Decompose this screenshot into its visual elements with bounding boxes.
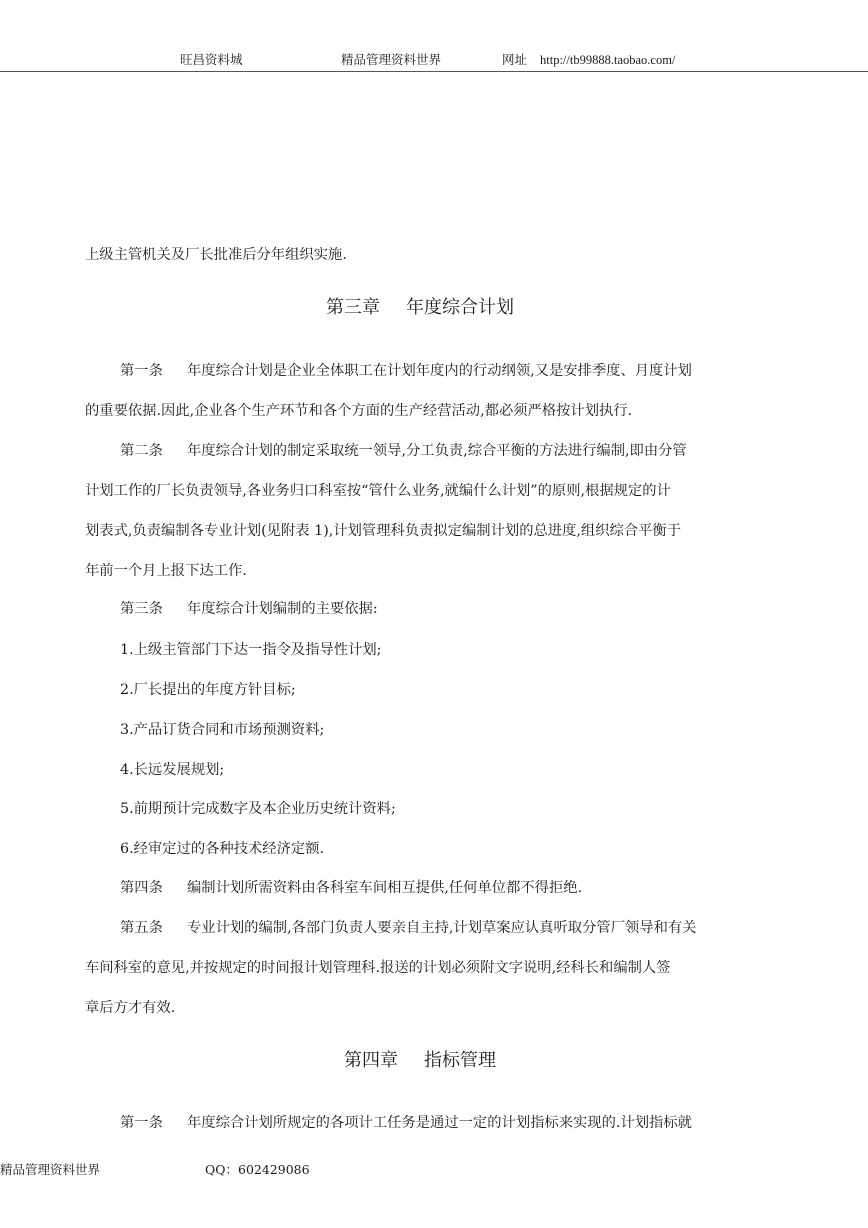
chapter-4-number: 第四章 [344, 1050, 398, 1071]
chapter-3-number: 第三章 [326, 297, 380, 318]
header-url-label: 网址 [502, 52, 528, 67]
chapter-4-title: 指标管理 [424, 1050, 496, 1071]
article-5-line [120, 918, 696, 938]
footer-site-name: 精品管理资料世界 [0, 1162, 101, 1177]
list-item: 3.产品订货合同和市场预测资料; [120, 722, 325, 738]
list-item: 2.厂长提出的年度方针目标; [120, 682, 296, 698]
chapter-4-heading [85, 1049, 755, 1073]
article-text: 年度综合计划的制定采取统一领导,分工负责,综合平衡的方法进行编制,即由分管 [187, 443, 687, 459]
article-label: 第三条 [120, 601, 163, 617]
header-subtitle: 精品管理资料世界 [341, 52, 442, 67]
article-3-line [120, 599, 378, 619]
chapter-3-title: 年度综合计划 [406, 297, 514, 318]
list-item: 4.长远发展规划; [120, 762, 225, 778]
header-url-link[interactable]: http://tb99888.taobao.com/ [540, 53, 676, 67]
article-5-line: 章后方才有效. [85, 1000, 176, 1016]
article-label: 第四条 [120, 880, 163, 896]
list-item: 5.前期预计完成数字及本企业历史统计资料; [120, 801, 396, 817]
article-text: 专业计划的编制,各部门负责人要亲自主持,计划草案应认真听取分管厂领导和有关 [187, 920, 697, 936]
article-label: 第二条 [120, 443, 163, 459]
article-text: 编制计划所需资料由各科室车间相互提供,任何单位都不得拒绝. [187, 880, 583, 896]
chapter-3-heading [85, 296, 755, 320]
article-label: 第一条 [120, 363, 163, 379]
article-text: 年度综合计划是企业全体职工在计划年度内的行动纲领,又是安排季度、月度计划 [187, 363, 692, 379]
intro-paragraph: 上级主管机关及厂长批准后分年组织实施. [85, 247, 347, 263]
article-2-line: 计划工作的厂长负责领导,各业务归口科室按“管什么业务,就编什么计划”的原则,根据规定的计 [85, 483, 671, 499]
chapter-4-article-1-line [120, 1113, 692, 1133]
article-2-line: 年前一个月上报下达工作. [85, 563, 247, 579]
header-site-name: 旺昌资料城 [180, 52, 243, 67]
article-label: 第一条 [120, 1115, 163, 1131]
footer-qq: QQ：602429086 [205, 1162, 310, 1177]
document-body [85, 0, 755, 1150]
article-text: 年度综合计划所规定的各项计工任务是通过一定的计划指标来实现的.计划指标就 [187, 1115, 692, 1131]
article-4-line [120, 878, 582, 898]
article-2-line [120, 441, 687, 461]
article-text: 年度综合计划编制的主要依据: [187, 601, 378, 617]
article-2-line: 划表式,负责编制各专业计划(见附表 1),计划管理科负责拟定编制计划的总进度,组织综合平衡于 [85, 523, 682, 539]
article-label: 第五条 [120, 920, 163, 936]
article-5-line: 车间科室的意见,并按规定的时间报计划管理科.报送的计划必须附文字说明,经科长和编制人签 [85, 960, 671, 976]
article-1-line: 的重要依据.因此,企业各个生产环节和各个方面的生产经营活动,都必须严格按计划执行. [85, 403, 633, 419]
article-1-line [120, 361, 692, 381]
list-item: 1.上级主管部门下达一指令及指导性计划; [120, 642, 382, 658]
page-footer [0, 1160, 868, 1180]
list-item: 6.经审定过的各种技术经济定额. [120, 841, 325, 857]
